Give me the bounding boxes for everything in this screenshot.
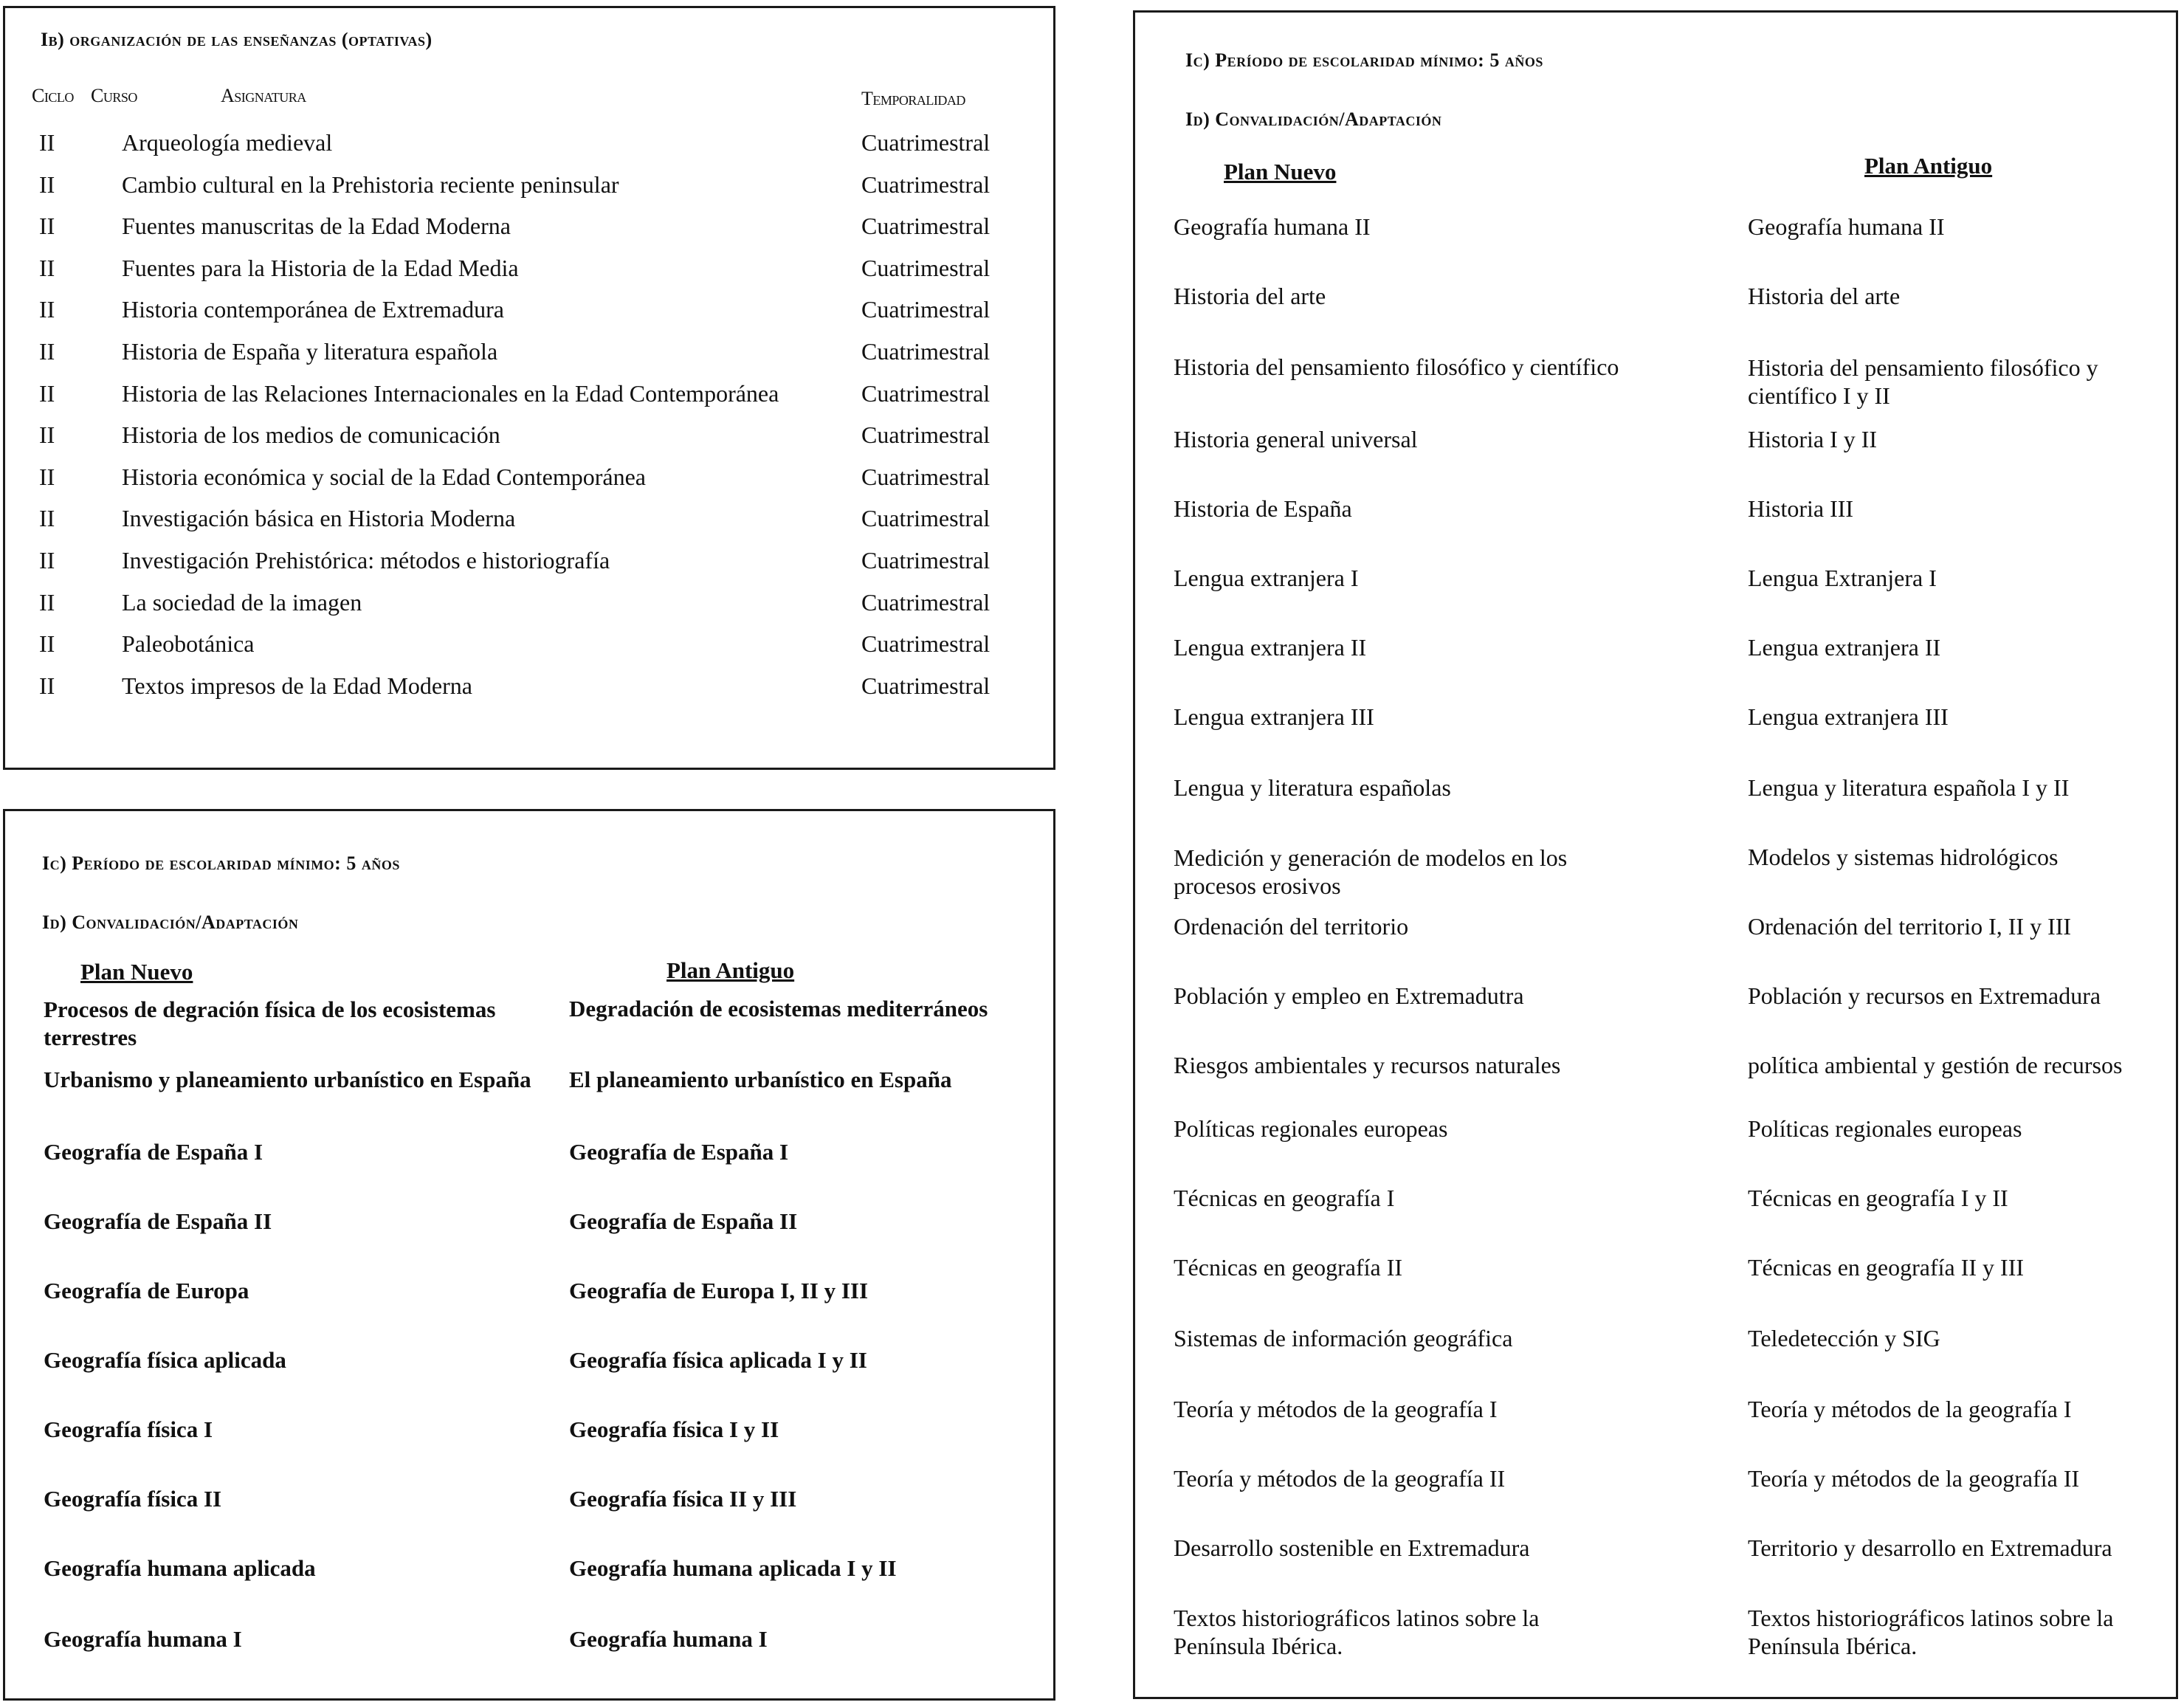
convalidacion-antiguo-right: Lengua extranjera II [1748, 634, 1941, 661]
ib-row-temporalidad: Cuatrimestral [861, 463, 991, 490]
convalidacion-antiguo-right: Técnicas en geografía I y II [1748, 1185, 2008, 1211]
ib-row-asignatura: Historia de las Relaciones Internacionales en la Edad Contemporánea [122, 379, 779, 407]
ib-row-asignatura: Historia económica y social de la Edad Contemporánea [122, 463, 646, 490]
convalidacion-antiguo-right: Geografía humana II [1748, 213, 1945, 240]
ib-row-ciclo: II [39, 463, 55, 490]
ib-row-asignatura: Paleobotánica [122, 630, 255, 658]
ib-row-ciclo: II [39, 588, 55, 616]
convalidacion-nuevo-right: Desarrollo sostenible en Extremadura [1174, 1534, 1530, 1561]
convalidacion-nuevo-right: Lengua extranjera III [1174, 703, 1374, 730]
convalidacion-nuevo-right: Medición y generación de modelos en los procesos erosivos [1174, 844, 1568, 899]
convalidacion-nuevo-right: Teoría y métodos de la geografía II [1174, 1465, 1506, 1492]
convalidacion-nuevo-left: Geografía física aplicada [44, 1347, 286, 1373]
ib-row-ciclo: II [39, 630, 55, 658]
convalidacion-nuevo-right: Sistemas de información geográfica [1174, 1325, 1513, 1351]
convalidacion-nuevo-left: Geografía física II [44, 1486, 222, 1512]
convalidacion-nuevo-left: Geografía humana aplicada [44, 1555, 316, 1581]
convalidacion-antiguo-right: política ambiental y gestión de recursos [1748, 1052, 2123, 1078]
convalidacion-antiguo-right: Ordenación del territorio I, II y III [1748, 913, 2072, 940]
ib-row-asignatura: Fuentes para la Historia de la Edad Media [122, 254, 519, 281]
ib-title: Ib) organización de las enseñanzas (optativas) [41, 29, 433, 50]
convalidacion-antiguo-left: Geografía humana aplicada I y II [569, 1555, 897, 1581]
ib-row-temporalidad: Cuatrimestral [861, 588, 991, 616]
convalidacion-antiguo-right: Historia III [1748, 495, 1854, 522]
convalidacion-nuevo-left: Geografía humana I [44, 1626, 242, 1652]
convalidacion-nuevo-right: Geografía humana II [1174, 213, 1371, 240]
convalidacion-antiguo-right: Textos historiográficos latinos sobre la Península Ibérica. [1748, 1605, 2114, 1659]
ib-row-temporalidad: Cuatrimestral [861, 213, 991, 240]
ib-row-asignatura: Historia de los medios de comunicación [122, 421, 500, 449]
convalidacion-antiguo-right: Lengua Extranjera I [1748, 565, 1937, 591]
convalidacion-nuevo-right: Políticas regionales europeas [1174, 1115, 1448, 1142]
id-title-right: Id) Convalidación/Adaptación [1185, 108, 1442, 130]
convalidacion-antiguo-right: Historia I y II [1748, 426, 1878, 452]
ib-row-ciclo: II [39, 213, 55, 240]
ib-header-curso: Curso [91, 85, 137, 106]
convalidacion-panel-right [1133, 10, 2178, 1699]
convalidacion-nuevo-right: Lengua extranjera I [1174, 565, 1359, 591]
convalidacion-antiguo-right: Población y recursos en Extremadura [1748, 982, 2101, 1009]
convalidacion-antiguo-left: Geografía física I y II [569, 1416, 779, 1442]
ib-row-asignatura: Textos impresos de la Edad Moderna [122, 672, 472, 699]
convalidacion-antiguo-right: Historia del pensamiento filosófico y científico I y II [1748, 354, 2098, 409]
convalidacion-nuevo-right: Lengua y literatura españolas [1174, 774, 1451, 801]
plan-antiguo-header-left: Plan Antiguo [666, 957, 795, 983]
ib-row-temporalidad: Cuatrimestral [861, 421, 991, 449]
ib-row-asignatura: Historia de España y literatura española [122, 338, 498, 365]
convalidacion-nuevo-right: Población y empleo en Extremadutra [1174, 982, 1524, 1009]
ic-title-right: Ic) Período de escolaridad mínimo: 5 años [1185, 49, 1543, 71]
ib-header-temporalidad: Temporalidad [861, 88, 965, 109]
plan-nuevo-header-right: Plan Nuevo [1224, 159, 1337, 185]
ib-row-asignatura: Cambio cultural en la Prehistoria reciente peninsular [122, 170, 619, 198]
convalidacion-nuevo-left: Geografía de España II [44, 1208, 272, 1234]
convalidacion-antiguo-right: Territorio y desarrollo en Extremadura [1748, 1534, 2112, 1561]
plan-antiguo-header-right: Plan Antiguo [1864, 153, 1993, 179]
ib-row-temporalidad: Cuatrimestral [861, 505, 991, 532]
convalidacion-antiguo-right: Técnicas en geografía II y III [1748, 1254, 2024, 1281]
ib-row-ciclo: II [39, 338, 55, 365]
ic-title-left: Ic) Período de escolaridad mínimo: 5 años [42, 852, 400, 874]
convalidacion-nuevo-right: Riesgos ambientales y recursos naturales [1174, 1052, 1561, 1078]
convalidacion-nuevo-left: Geografía de España I [44, 1139, 263, 1165]
ib-row-ciclo: II [39, 672, 55, 699]
ib-row-temporalidad: Cuatrimestral [861, 379, 991, 407]
ib-optativas-panel [3, 6, 1055, 770]
convalidacion-antiguo-left: Geografía de España II [569, 1208, 798, 1234]
convalidacion-antiguo-left: Geografía de Europa I, II y III [569, 1278, 869, 1303]
ib-row-asignatura: Fuentes manuscritas de la Edad Moderna [122, 213, 511, 240]
ib-row-ciclo: II [39, 296, 55, 323]
convalidacion-nuevo-left: Geografía física I [44, 1416, 213, 1442]
ib-row-asignatura: La sociedad de la imagen [122, 588, 362, 616]
plan-nuevo-header-left: Plan Nuevo [80, 959, 193, 985]
convalidacion-nuevo-right: Historia del arte [1174, 283, 1326, 309]
convalidacion-nuevo-right: Ordenación del territorio [1174, 913, 1409, 940]
convalidacion-antiguo-left: Geografía física II y III [569, 1486, 797, 1512]
ib-row-asignatura: Investigación Prehistórica: métodos e historiografía [122, 547, 610, 574]
convalidacion-antiguo-right: Teledetección y SIG [1748, 1325, 1940, 1351]
convalidacion-nuevo-right: Historia del pensamiento filosófico y científico [1174, 354, 1619, 380]
ib-row-temporalidad: Cuatrimestral [861, 129, 991, 156]
ib-header-asignatura: Asignatura [221, 85, 306, 106]
ib-row-temporalidad: Cuatrimestral [861, 672, 991, 699]
ib-row-temporalidad: Cuatrimestral [861, 296, 991, 323]
convalidacion-nuevo-left: Urbanismo y planeamiento urbanístico en España [44, 1067, 531, 1092]
ib-row-temporalidad: Cuatrimestral [861, 338, 991, 365]
ib-row-asignatura: Investigación básica en Historia Moderna [122, 505, 516, 532]
convalidacion-antiguo-right: Políticas regionales europeas [1748, 1115, 2022, 1142]
convalidacion-nuevo-right: Historia de España [1174, 495, 1352, 522]
convalidacion-antiguo-left: Geografía humana I [569, 1626, 768, 1652]
ib-row-ciclo: II [39, 421, 55, 449]
convalidacion-nuevo-right: Teoría y métodos de la geografía I [1174, 1396, 1498, 1422]
ib-row-ciclo: II [39, 379, 55, 407]
convalidacion-antiguo-right: Teoría y métodos de la geografía II [1748, 1465, 2080, 1492]
convalidacion-nuevo-right: Técnicas en geografía I [1174, 1185, 1395, 1211]
convalidacion-antiguo-right: Teoría y métodos de la geografía I [1748, 1396, 2072, 1422]
convalidacion-nuevo-right: Textos historiográficos latinos sobre la Península Ibérica. [1174, 1605, 1540, 1659]
convalidacion-antiguo-left: Geografía de España I [569, 1139, 789, 1165]
ib-row-asignatura: Historia contemporánea de Extremadura [122, 296, 504, 323]
convalidacion-antiguo-right: Historia del arte [1748, 283, 1901, 309]
convalidacion-nuevo-left: Procesos de degración física de los ecosistemas terrestres [44, 996, 496, 1050]
ib-header-ciclo: Ciclo [32, 85, 74, 106]
convalidacion-antiguo-right: Modelos y sistemas hidrológicos [1748, 844, 2059, 870]
ib-row-temporalidad: Cuatrimestral [861, 254, 991, 281]
convalidacion-antiguo-right: Lengua y literatura española I y II [1748, 774, 2070, 801]
ib-row-asignatura: Arqueología medieval [122, 129, 333, 156]
id-title-left: Id) Convalidación/Adaptación [42, 912, 299, 933]
ib-row-temporalidad: Cuatrimestral [861, 170, 991, 198]
convalidacion-antiguo-left: Geografía física aplicada I y II [569, 1347, 867, 1373]
ib-row-ciclo: II [39, 170, 55, 198]
convalidacion-antiguo-left: Degradación de ecosistemas mediterráneos [569, 996, 988, 1022]
ib-row-temporalidad: Cuatrimestral [861, 547, 991, 574]
convalidacion-antiguo-right: Lengua extranjera III [1748, 703, 1949, 730]
convalidacion-nuevo-left: Geografía de Europa [44, 1278, 249, 1303]
ib-row-ciclo: II [39, 254, 55, 281]
convalidacion-nuevo-right: Lengua extranjera II [1174, 634, 1367, 661]
convalidacion-nuevo-right: Técnicas en geografía II [1174, 1254, 1403, 1281]
convalidacion-nuevo-right: Historia general universal [1174, 426, 1418, 452]
convalidacion-panel-left [3, 809, 1055, 1701]
ib-row-temporalidad: Cuatrimestral [861, 630, 991, 658]
convalidacion-antiguo-left: El planeamiento urbanístico en España [569, 1067, 952, 1092]
ib-row-ciclo: II [39, 129, 55, 156]
ib-row-ciclo: II [39, 547, 55, 574]
ib-row-ciclo: II [39, 505, 55, 532]
